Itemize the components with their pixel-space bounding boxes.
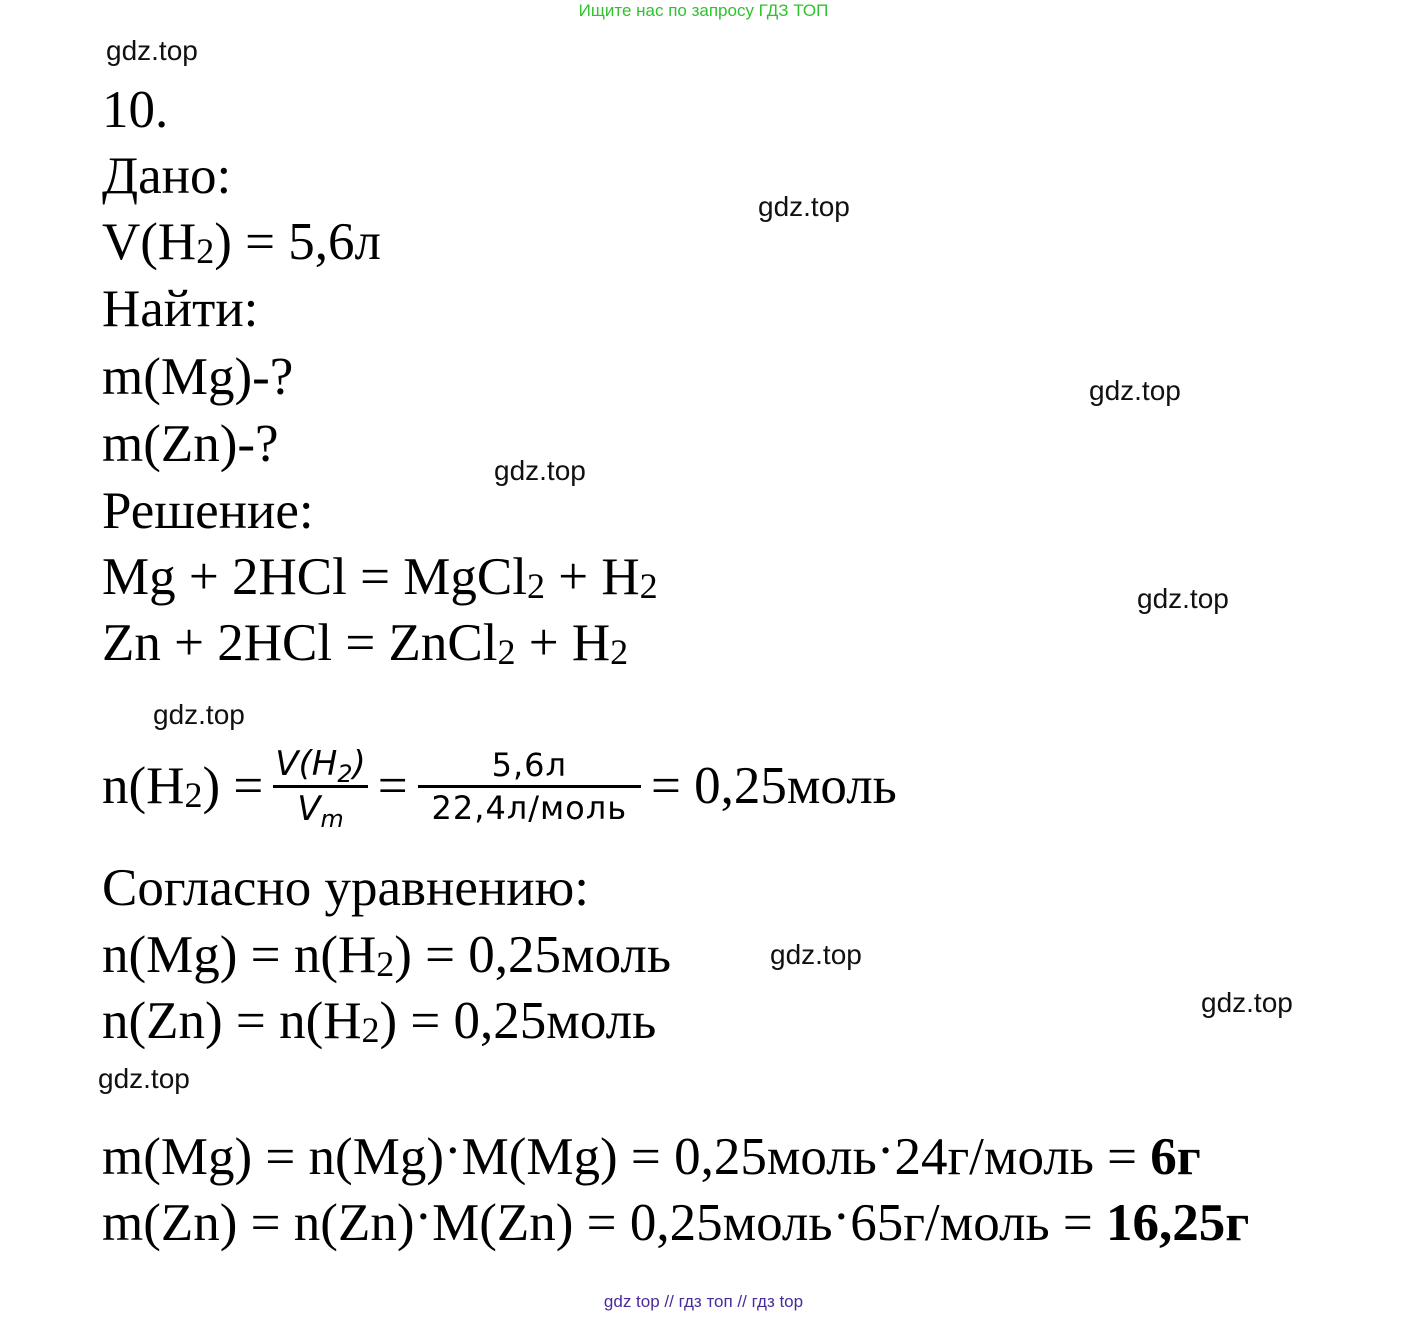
given-label: Дано:: [102, 147, 232, 205]
watermark: gdz.top: [1089, 375, 1181, 406]
watermark: gdz.top: [98, 1063, 190, 1094]
problem-number: 10.: [102, 81, 169, 139]
footer-links[interactable]: gdz top // гдз топ // гдз top: [603, 1292, 804, 1311]
reaction-zn: Zn + 2HCl = ZnCl2 + H2: [102, 614, 629, 673]
watermark: gdz.top: [494, 455, 586, 486]
fraction-values: $\frac{5,6л}{\text{22,4л/моль}}$: [418, 749, 641, 824]
answer-mg: 6г: [1150, 1128, 1201, 1186]
reaction-mg: Mg + 2HCl = MgCl2 + H2: [102, 548, 658, 607]
watermark: gdz.top: [1137, 583, 1229, 614]
according-label: Согласно уравнению:: [102, 859, 589, 917]
watermark: gdz.top: [106, 35, 198, 66]
top-search-banner[interactable]: Ищите нас по запросу ГДЗ ТОП: [578, 1, 829, 20]
n-mg: n(Mg) = n(H2) = 0,25моль: [102, 926, 672, 985]
watermark: gdz.top: [1201, 987, 1293, 1018]
watermark: gdz.top: [758, 191, 850, 222]
find-mg: m(Mg)-?: [102, 348, 294, 406]
answer-zn: 16,25г: [1106, 1194, 1250, 1252]
watermark: gdz.top: [153, 699, 245, 730]
find-zn: m(Zn)-?: [102, 415, 279, 473]
given-value: V(H2) = 5,6л: [102, 213, 381, 272]
moles-h2-formula: n(H2) = $\frac{V(H_2)}{V_m}$ = $\frac{5,6л}{\text{22,4л/моль}}$ = 0,25моль: [102, 744, 897, 834]
n-zn: n(Zn) = n(H2) = 0,25моль: [102, 992, 657, 1051]
mass-mg: m(Mg) = n(Mg)·M(Mg) = 0,25моль·24г/моль = 6г: [102, 1121, 1201, 1186]
find-label: Найти:: [102, 280, 259, 338]
watermark: gdz.top: [770, 939, 862, 970]
solution-label: Решение:: [102, 482, 314, 540]
mass-zn: m(Zn) = n(Zn)·M(Zn) = 0,25моль·65г/моль = 16,25г: [102, 1187, 1250, 1252]
fraction-volume: $\frac{V(H_2)}{V_m}$: [275, 744, 366, 834]
